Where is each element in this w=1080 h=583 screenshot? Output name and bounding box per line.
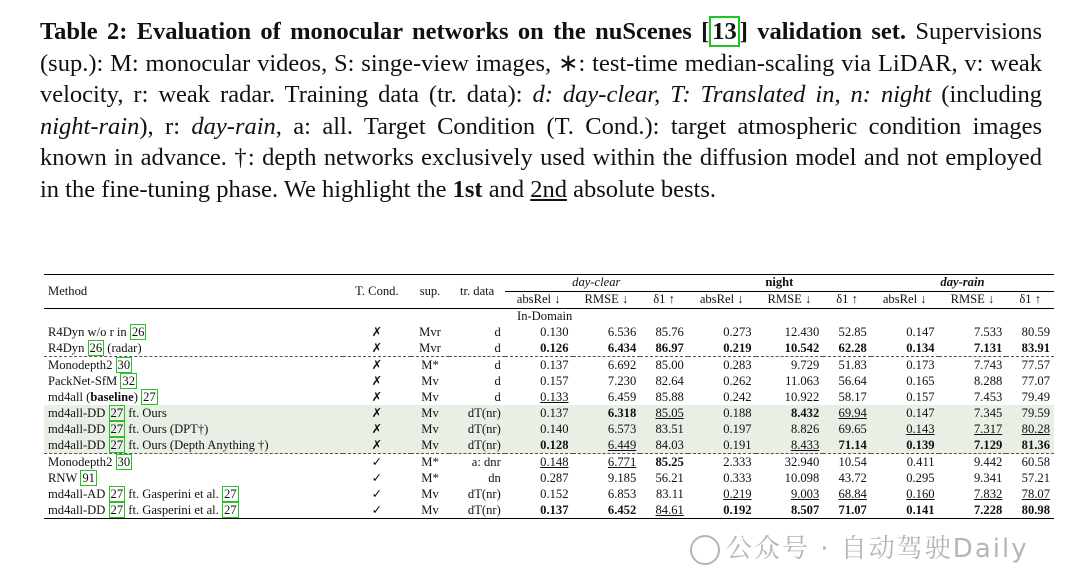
wechat-icon — [690, 535, 720, 565]
method-name: PackNet-SfM 32 — [48, 373, 135, 388]
table-cell: d — [449, 357, 504, 374]
table-cell: 68.84 — [838, 486, 867, 501]
citation-link[interactable]: 27 — [143, 389, 156, 404]
citation-link[interactable]: 27 — [110, 421, 124, 436]
table-cell: 0.173 — [871, 357, 939, 374]
citation-link[interactable]: 32 — [122, 373, 135, 388]
table-cell: dT(nr) — [467, 421, 501, 436]
table-cell: 0.157 — [540, 373, 569, 388]
table-cell: 8.432 — [790, 405, 820, 420]
table-cell: 0.139 — [906, 437, 935, 452]
table-cell: 7.533 — [973, 324, 1003, 339]
table-cell: 83.51 — [655, 421, 684, 436]
table-cell: 58.17 — [838, 389, 867, 404]
table-row — [44, 421, 1054, 437]
table-row — [44, 373, 1054, 389]
table-cell: d — [494, 324, 501, 339]
table-cell: 11.063 — [785, 373, 820, 388]
method-name: RNW 91 — [48, 470, 95, 485]
table-cell: 0.160 — [906, 486, 935, 501]
table-cell: ✓ — [343, 502, 410, 519]
citation-link[interactable]: 26 — [89, 340, 103, 355]
table-cell: 0.197 — [723, 421, 752, 436]
metric-delta: δ1 ↑ — [836, 292, 858, 307]
metric-absrel: absRel ↓ — [516, 292, 561, 307]
table-row — [44, 389, 1054, 405]
table-cell: 85.00 — [640, 357, 688, 374]
citation-link[interactable]: 27 — [223, 502, 237, 517]
table-cell: ✗ — [371, 374, 383, 389]
table-cell: dT(nr) — [467, 437, 501, 452]
col-sup: sup. — [419, 283, 441, 298]
table-cell: ✓ — [343, 454, 410, 471]
table-cell: 0.219 — [723, 340, 752, 355]
citation-link[interactable]: 27 — [110, 405, 124, 420]
metric-rmse: RMSE ↓ — [767, 292, 812, 307]
table-cell: 0.192 — [688, 502, 756, 519]
table-cell: 6.853 — [607, 486, 637, 501]
table-cell: d — [494, 340, 501, 355]
table-row — [44, 454, 1054, 471]
table-cell: 0.147 — [906, 405, 935, 420]
table-cell: 85.05 — [655, 405, 684, 420]
method-name: md4all-AD 27 ft. Gasperini et al. 27 — [48, 486, 237, 501]
table-cell: 7.131 — [973, 340, 1003, 355]
table-cell: Mvr — [419, 324, 441, 339]
citation-link[interactable]: 30 — [117, 357, 131, 372]
table-cell: ✓ — [371, 487, 383, 502]
table-cell: 10.54 — [823, 454, 871, 471]
table-cell: 6.771 — [573, 454, 641, 471]
col-night: night — [688, 275, 871, 292]
table-cell: 6.318 — [607, 405, 637, 420]
table-cell: dT(nr) — [467, 405, 501, 420]
table-cell: 0.157 — [906, 389, 935, 404]
table-cell: d — [494, 389, 501, 404]
table-cell: 0.262 — [723, 373, 752, 388]
col-tcond: T. Cond. — [355, 283, 399, 298]
table-cell: M* — [411, 454, 450, 471]
table-cell: 56.21 — [655, 470, 684, 485]
citation-link[interactable]: 27 — [110, 502, 124, 517]
table-cell: 8.433 — [790, 437, 820, 452]
table-cell: 79.49 — [1021, 389, 1050, 404]
table-cell: 6.452 — [573, 502, 641, 519]
table-cell: 0.141 — [871, 502, 939, 519]
table-cell: 0.287 — [540, 470, 569, 485]
table-cell: Mv — [411, 502, 450, 519]
table-cell: 6.692 — [573, 357, 641, 374]
table-cell: 10.922 — [784, 389, 820, 404]
method-name: R4Dyn w/o r in 26 — [48, 324, 145, 339]
table-cell: 78.07 — [1021, 486, 1050, 501]
table-row — [44, 340, 1054, 357]
table-cell: 9.341 — [973, 470, 1003, 485]
table-cell: 10.542 — [784, 340, 820, 355]
table-row — [44, 437, 1054, 454]
table-cell: 0.295 — [906, 470, 935, 485]
table-row — [44, 486, 1054, 502]
citation-link[interactable]: 27 — [223, 486, 237, 501]
table-cell: 71.07 — [823, 502, 871, 519]
table-cell: 0.273 — [723, 324, 752, 339]
table-cell: 0.126 — [540, 340, 569, 355]
table-cell: 0.137 — [505, 502, 573, 519]
table-cell: 12.430 — [784, 324, 820, 339]
table-cell: 8.288 — [973, 373, 1003, 388]
table-cell: Mv — [421, 437, 439, 452]
col-trdata: tr. data — [459, 283, 495, 298]
table-cell: Mv — [421, 405, 439, 420]
table-cell: 77.57 — [1006, 357, 1054, 374]
citation-link[interactable]: 27 — [110, 486, 124, 501]
table-cell: 0.411 — [871, 454, 939, 471]
table-cell: 7.743 — [939, 357, 1007, 374]
table-cell: 7.317 — [973, 421, 1003, 436]
table-cell: 9.003 — [790, 486, 820, 501]
table-cell: 0.147 — [906, 324, 935, 339]
table-cell: a: dnr — [449, 454, 504, 471]
citation-link[interactable]: 30 — [117, 454, 131, 469]
table-cell: ✗ — [343, 357, 410, 374]
table-cell: Mvr — [419, 340, 441, 355]
table-cell: 83.91 — [1021, 340, 1050, 355]
table-cell: 7.832 — [973, 486, 1003, 501]
metric-delta: δ1 ↑ — [1019, 292, 1041, 307]
table-cell: Mv — [421, 421, 439, 436]
caption-italic: d: day-clear, T: Translated in, n: night — [532, 81, 932, 109]
table-cell: dn — [488, 470, 501, 485]
table-cell: 10.098 — [784, 470, 820, 485]
table-cell: ✓ — [371, 471, 383, 486]
table-cell: 0.219 — [723, 486, 752, 501]
table-cell: 7.129 — [973, 437, 1003, 452]
table-cell: 0.137 — [540, 405, 569, 420]
method-name: md4all-DD 27 ft. Gasperini et al. 27 — [44, 502, 343, 519]
table-cell: 0.128 — [540, 437, 569, 452]
table-cell: 9.185 — [607, 470, 637, 485]
table-cell: 8.826 — [790, 421, 820, 436]
table-cell: 6.459 — [607, 389, 637, 404]
table-cell: 0.242 — [723, 389, 752, 404]
table-cell: d — [494, 373, 501, 388]
first-label: 1st — [452, 175, 483, 203]
table-cell: 0.165 — [906, 373, 935, 388]
table-cell: 81.36 — [1021, 437, 1050, 452]
table-cell: 69.65 — [838, 421, 867, 436]
table-cell: 6.449 — [607, 437, 637, 452]
table-cell: 60.58 — [1006, 454, 1054, 471]
table-cell: 6.536 — [607, 324, 637, 339]
table-cell: Mv — [421, 389, 439, 404]
table-cell: 43.72 — [838, 470, 867, 485]
table-cell: 82.64 — [655, 373, 684, 388]
table-cell: ✗ — [371, 325, 383, 340]
table-cell: dT(nr) — [467, 486, 501, 501]
table-cell: 0.148 — [505, 454, 573, 471]
table-cell: ✗ — [371, 341, 383, 356]
method-name: R4Dyn 26 (radar) — [48, 340, 142, 355]
table-cell: 71.14 — [838, 437, 867, 452]
metric-absrel: absRel ↓ — [699, 292, 744, 307]
table-cell: ✗ — [371, 390, 383, 405]
table-cell: 85.76 — [655, 324, 684, 339]
watermark: 公众号 · 自动驾驶Daily — [690, 528, 1029, 565]
table-cell: 84.61 — [640, 502, 688, 519]
table-cell: 52.85 — [838, 324, 867, 339]
table-cell: 77.07 — [1021, 373, 1050, 388]
col-method: Method — [48, 283, 88, 298]
metric-absrel: absRel ↓ — [882, 292, 927, 307]
table-cell: 0.130 — [540, 324, 569, 339]
table-cell: 32.940 — [756, 454, 824, 471]
method-name: md4all-DD 27 ft. Ours (Depth Anything †) — [48, 437, 269, 452]
table-row — [44, 357, 1054, 374]
table-cell: 84.03 — [655, 437, 684, 452]
metric-rmse: RMSE ↓ — [584, 292, 629, 307]
table-cell: 62.28 — [838, 340, 867, 355]
table-cell: 85.88 — [655, 389, 684, 404]
metric-rmse: RMSE ↓ — [950, 292, 995, 307]
citation-link[interactable]: 13 — [709, 16, 740, 47]
method-name: md4all-DD 27 ft. Ours (DPT†) — [48, 421, 209, 436]
table-cell: 86.97 — [655, 340, 684, 355]
table-cell: 7.453 — [973, 389, 1003, 404]
table-cell: 8.507 — [756, 502, 824, 519]
table-row — [44, 324, 1054, 340]
table-cell: ✗ — [371, 406, 383, 421]
table-row — [44, 502, 1054, 519]
table-cell: 7.228 — [939, 502, 1007, 519]
table-cell: 80.98 — [1006, 502, 1054, 519]
table-cell: 2.333 — [688, 454, 756, 471]
col-day-clear: day-clear — [505, 275, 688, 292]
table-cell: 0.134 — [906, 340, 935, 355]
method-name: md4all (baseline) 27 — [48, 389, 156, 404]
caption-text: Supervisions (sup.): M: monocular videos, S: singe-view images, ∗: test-time median-scaling via LiDAR, v: weak velocity, r: weak radar. Training data (tr. data): — [40, 18, 1042, 109]
second-label: 2nd — [530, 175, 567, 203]
table-cell: Mv — [421, 373, 439, 388]
table-cell: 80.59 — [1021, 324, 1050, 339]
table-cell: M* — [421, 470, 439, 485]
section-in-domain: In-Domain — [517, 308, 573, 323]
method-name: Monodepth2 30 — [44, 454, 343, 471]
method-name: Monodepth2 30 — [44, 357, 343, 374]
table-cell: 7.230 — [607, 373, 637, 388]
table-cell: 0.283 — [688, 357, 756, 374]
table-cell: 9.442 — [939, 454, 1007, 471]
table-cell: 6.434 — [607, 340, 637, 355]
table-cell: M* — [411, 357, 450, 374]
table-cell: ✗ — [371, 438, 383, 453]
citation-link[interactable]: 91 — [82, 470, 95, 485]
table-row — [44, 405, 1054, 421]
table-cell: 7.345 — [973, 405, 1003, 420]
table-cell: 6.573 — [607, 421, 637, 436]
table-cell: 0.137 — [505, 357, 573, 374]
table-cell: 83.11 — [655, 486, 684, 501]
table-cell: dT(nr) — [449, 502, 504, 519]
table-cell: Mv — [421, 486, 439, 501]
table-cell: ✗ — [371, 422, 383, 437]
col-day-rain: day-rain — [871, 275, 1054, 292]
table-row — [44, 470, 1054, 486]
table-cell: 57.21 — [1021, 470, 1050, 485]
table-cell: 79.59 — [1021, 405, 1050, 420]
method-name: md4all-DD 27 ft. Ours — [48, 405, 167, 420]
table-cell: 0.188 — [723, 405, 752, 420]
citation-link[interactable]: 27 — [110, 437, 124, 452]
citation-link[interactable]: 26 — [131, 324, 145, 339]
table-cell: 9.729 — [756, 357, 824, 374]
table-cell: 56.64 — [838, 373, 867, 388]
table-cell: 85.25 — [640, 454, 688, 471]
metric-delta: δ1 ↑ — [653, 292, 675, 307]
table-cell: 51.83 — [823, 357, 871, 374]
table-body — [44, 324, 1054, 519]
results-table — [44, 274, 1054, 519]
table-cell: 0.333 — [723, 470, 752, 485]
table-cell: 80.28 — [1021, 421, 1050, 436]
table-cell: 0.152 — [540, 486, 569, 501]
caption-title: Table 2: Evaluation of monocular networks on the nuScenes [ 13 ] validation set. — [40, 18, 907, 45]
table-cell: 69.94 — [838, 405, 867, 420]
table-cell: 0.140 — [540, 421, 569, 436]
table-cell: 0.143 — [906, 421, 935, 436]
table-cell: 0.191 — [723, 437, 752, 452]
table-caption: Table 2: Evaluation of monocular networks on the nuScenes [ 13 ] validation set. Supervisions (sup.): M: monocular videos, S: singe-view images, ∗: test-time median-scaling via LiDAR, v: weak velocity, r: weak radar. Training data (tr. data): d: day-clear, T: Translated in, n: night (including night-rain), r: day-rain, a: all. Target Condition (T. Cond.): target atmospheric condition images known in advance. †: depth networks exclusively used within the diffusion model and not employed in the fine-tuning phase. We highlight the 1st and 2nd absolute bests. — [40, 18, 1043, 203]
table-cell: 0.133 — [540, 389, 569, 404]
